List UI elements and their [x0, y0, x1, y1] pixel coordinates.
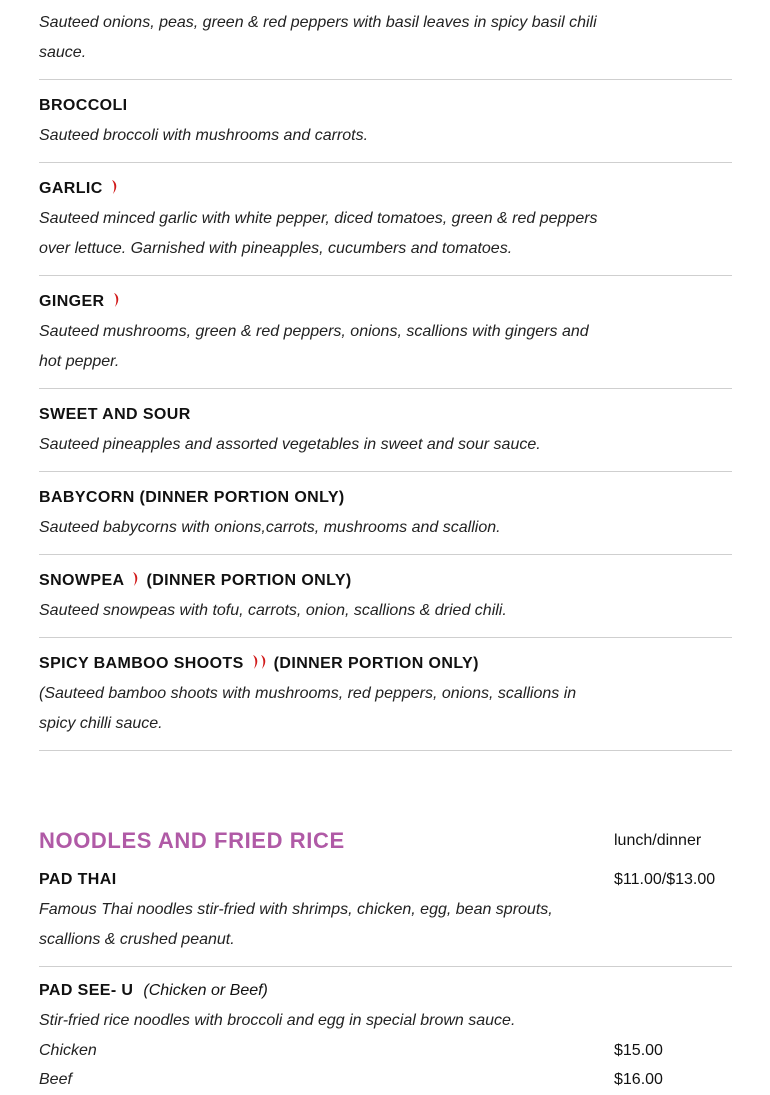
- item-name: SPICY BAMBOO SHOOTS (DINNER PORTION ONLY): [39, 655, 479, 672]
- option-price: $15.00: [614, 1042, 663, 1059]
- section-title: NOODLES AND FRIED RICE: [39, 828, 345, 853]
- item-name: SNOWPEA (DINNER PORTION ONLY): [39, 572, 352, 589]
- list-item: [39, 389, 732, 472]
- item-name: BABYCORN (DINNER PORTION ONLY): [39, 489, 345, 506]
- price-column-label: lunch/dinner: [614, 832, 702, 849]
- chili-icon: [109, 179, 119, 195]
- list-item: [39, 976, 732, 1091]
- item-description: (Sauteed bamboo shoots with mushrooms, red peppers, onions, scallions in spicy chilli sauce.: [39, 685, 577, 732]
- list-item: [39, 555, 732, 638]
- list-item: [39, 0, 732, 80]
- option-price: $16.00: [614, 1071, 663, 1088]
- item-name: PAD THAI: [39, 871, 117, 888]
- item-description: Sauteed minced garlic with white pepper, diced tomatoes, green & red peppers over lettuce. Garnished with pineapples, cucumbers and tomatoes.: [39, 210, 598, 257]
- list-item: [39, 163, 732, 276]
- chili-icon: [111, 292, 121, 308]
- section-header: [39, 824, 732, 858]
- item-name: BROCCOLI: [39, 97, 128, 114]
- option-label: Chicken: [39, 1042, 97, 1059]
- item-price: $11.00/$13.00: [614, 871, 716, 888]
- item-description: Sauteed mushrooms, green & red peppers, onions, scallions with gingers and hot pepper.: [39, 323, 589, 370]
- option-label: Beef: [39, 1071, 72, 1088]
- list-item: [39, 638, 732, 751]
- item-name: SWEET AND SOUR: [39, 406, 191, 423]
- item-name: GINGER: [39, 287, 732, 317]
- list-item: [39, 80, 732, 163]
- item-description: Sauteed onions, peas, green & red peppers with basil leaves in spicy basil chili sauce.: [39, 14, 597, 61]
- item-description: Stir-fried rice noodles with broccoli and egg in special brown sauce.: [39, 1012, 516, 1029]
- menu-list: [39, 0, 732, 751]
- item-name: PAD SEE- U (Chicken or Beef): [39, 976, 268, 1006]
- item-description: Sauteed pineapples and assorted vegetables in sweet and sour sauce.: [39, 436, 541, 453]
- chili-icon: [130, 571, 140, 587]
- item-description: Sauteed broccoli with mushrooms and carrots.: [39, 127, 369, 144]
- item-name: GARLIC: [39, 174, 732, 204]
- item-description: Sauteed snowpeas with tofu, carrots, onion, scallions & dried chili.: [39, 602, 507, 619]
- list-item: [39, 865, 732, 967]
- item-description: Famous Thai noodles stir-fried with shrimps, chicken, egg, bean sprouts, scallions & crushed peanut.: [39, 901, 553, 948]
- list-item: [39, 472, 732, 555]
- list-item: [39, 276, 732, 389]
- double-chili-icon: [250, 654, 268, 670]
- item-note: (Chicken or Beef): [143, 982, 268, 999]
- item-description: Sauteed babycorns with onions,carrots, mushrooms and scallion.: [39, 519, 501, 536]
